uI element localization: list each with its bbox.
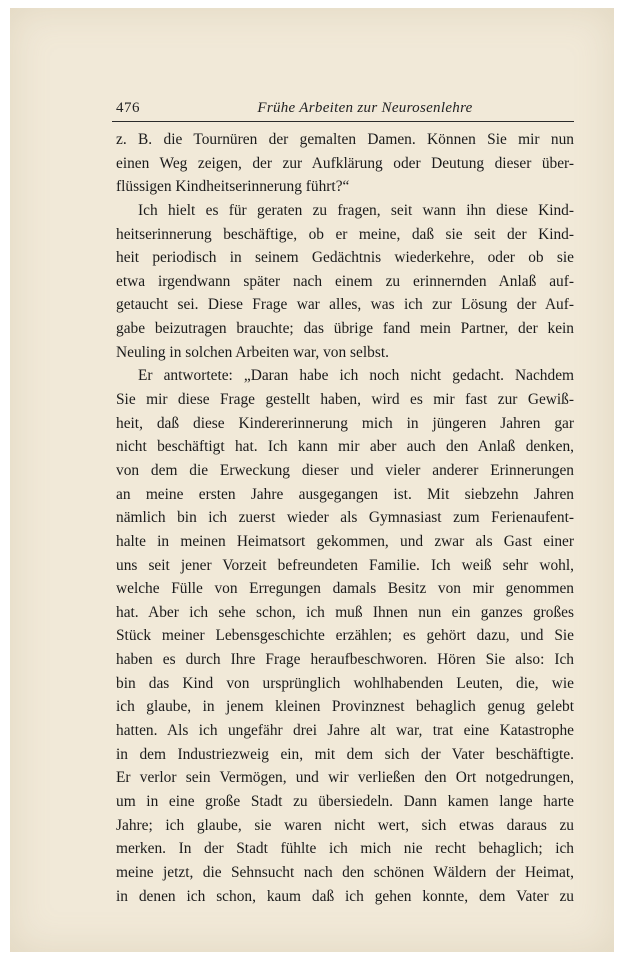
text-line: Neuling in solchen Arbeiten war, von selbst. (116, 343, 389, 361)
text-line: bin das Kind von ursprünglich wohlhabenden Leuten, die, wie (116, 674, 574, 692)
text-line: gabe beizutragen brauchte; das übrige fand mein Partner, der kein (116, 320, 574, 338)
text-line: hat. Aber ich sehe schon, ich muß Ihnen nun ein ganzes großes (116, 603, 574, 621)
text-line: von dem die Erweckung dieser und vieler anderer Erinnerungen (116, 461, 574, 479)
text-line: flüssigen Kindheitserinnerung führt?“ (116, 178, 350, 196)
text-line: heit periodisch in seinem Gedächtnis wiederkehre, oder ob sie (116, 249, 574, 267)
text-line: nicht beschäftigt hat. Ich kann mir aber auch den Anlaß denken, (116, 438, 574, 456)
page-number: 476 (116, 100, 140, 116)
text-line: halte in meinen Heimatsort gekommen, und zwar als Gast einer (116, 532, 574, 550)
text-line: an meine ersten Jahre ausgegangen ist. Mit siebzehn Jahren (116, 485, 574, 503)
text-line: z. B. die Tournüren der gemalten Damen. Können Sie mir nun (116, 131, 574, 148)
body-text (116, 128, 574, 908)
text-line: in denen ich schon, kaum daß ich gehen konnte, dem Vater zu (116, 887, 574, 905)
header-rule (112, 121, 574, 122)
text-line: Ich hielt es für geraten zu fragen, seit wann ihn diese Kind- (138, 201, 574, 219)
text-line: in dem Industriezweig ein, mit dem sich der Vater beschäftigte. (116, 745, 574, 763)
text-line: welche Fülle von Erregungen damals Besitz von mir genommen (116, 580, 574, 598)
running-title: Frühe Arbeiten zur Neurosenlehre (257, 100, 473, 116)
text-line: getaucht sei. Diese Frage war alles, was ich zur Lösung der Auf- (116, 296, 574, 314)
text-line: nämlich bin ich zuerst wieder als Gymnasiast zum Ferienaufent- (116, 509, 574, 527)
running-header (116, 100, 574, 122)
text-line: ich glaube, in jenem kleinen Provinznest behaglich genug gelebt (116, 698, 574, 716)
text-line: Sie mir diese Frage gestellt haben, wird es mir fast zur Gewiß- (116, 391, 574, 409)
text-line: um in eine große Stadt zu übersiedeln. Dann kamen lange harte (116, 792, 574, 810)
text-line: merken. In der Stadt fühlte ich mich nie recht behaglich; ich (116, 840, 574, 858)
text-line: Jahre; ich glaube, sie waren nicht wert, sich etwas daraus zu (116, 816, 574, 834)
text-line: heitserinnerung beschäftige, ob er meine, daß sie seit der Kind- (116, 225, 574, 243)
text-line: uns seit jener Vorzeit befreundeten Familie. Ich weiß sehr wohl, (116, 556, 574, 574)
text-line: Er antwortete: „Daran habe ich noch nicht gedacht. Nachdem (138, 367, 574, 385)
text-line: Stück meiner Lebensgeschichte erzählen; es gehört dazu, und Sie (116, 627, 574, 645)
text-line: haben es durch Ihre Frage heraufbeschworen. Hören Sie also: Ich (116, 651, 574, 669)
text-line: heit, daß diese Kindererinnerung mich in jüngeren Jahren gar (116, 414, 574, 432)
text-line: Er verlor sein Vermögen, und wir verließen den Ort notgedrungen, (116, 769, 574, 787)
text-line: meine jetzt, die Sehnsucht nach den schönen Wäldern der Heimat, (116, 863, 574, 881)
text-line: einen Weg zeigen, der zur Aufklärung oder Deutung dieser über- (116, 154, 574, 172)
text-line: etwa irgendwann später nach einem zu erinnernden Anlaß auf- (116, 272, 574, 290)
text-line: hatten. Als ich ungefähr drei Jahre alt war, trat eine Katastrophe (116, 722, 574, 740)
